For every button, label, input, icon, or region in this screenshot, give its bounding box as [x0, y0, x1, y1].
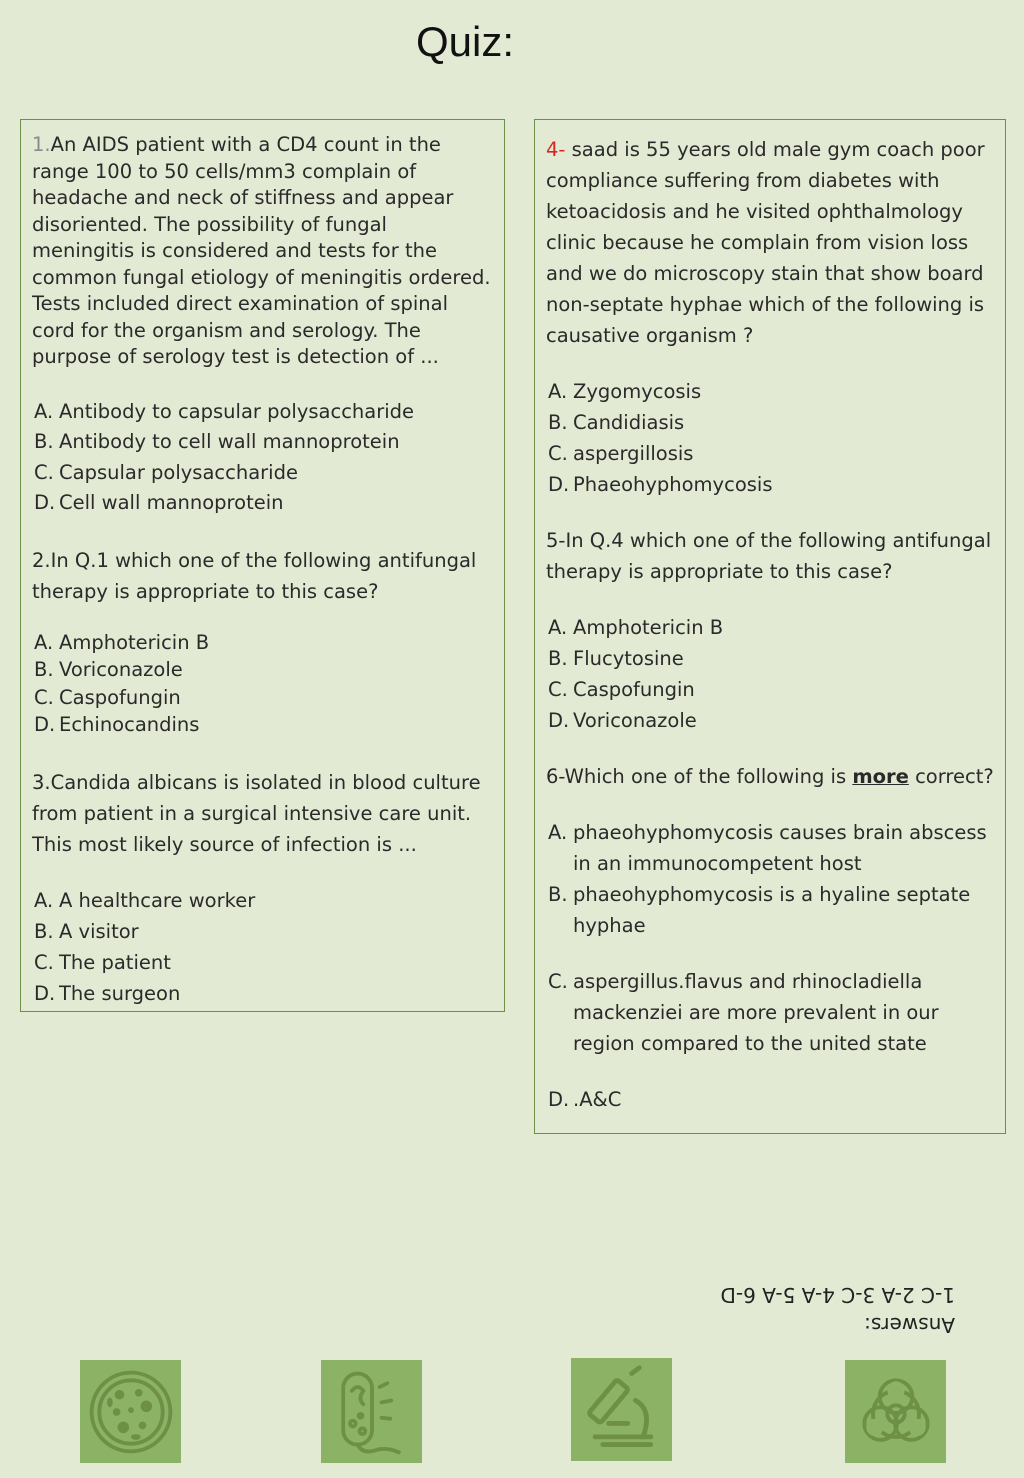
question-6-text-end: correct?	[908, 765, 994, 788]
question-1-text: An AIDS patient with a CD4 count in the range 100 to 50 cells/mm3 complain of headache and neck of stiffness and appear disoriented. The possibility of fungal meningitis is considered and tests for the common fungal etiology of meningitis ordered. Tests included direct examination of spinal cord for the organism and serology. The purpose of serology test is detection of ...	[32, 133, 491, 368]
option-text: Echinocandins	[59, 713, 200, 736]
option[interactable]	[34, 978, 493, 1009]
option-text: Amphotericin B	[59, 630, 210, 654]
option[interactable]	[548, 674, 994, 705]
option-letter: B.	[34, 430, 54, 453]
option[interactable]	[548, 817, 994, 879]
option-text: .A&C	[573, 1088, 622, 1111]
option-text: Candidiasis	[573, 411, 685, 434]
option-text: Cell wall mannoprotein	[59, 491, 284, 514]
option-text: Capsular polysaccharide	[59, 460, 298, 484]
question-5: 5-In Q.4 which one of the following antifungal therapy is appropriate to this case?	[546, 529, 992, 583]
quiz-box-right	[534, 119, 1006, 1134]
option-letter: A.	[548, 616, 568, 639]
microscope-icon	[574, 1362, 670, 1458]
question-2-options	[32, 629, 493, 739]
option[interactable]	[34, 629, 493, 657]
option-text: Amphotericin B	[573, 616, 724, 639]
option-letter: D.	[34, 713, 56, 736]
question-1-number: 1.	[32, 133, 51, 156]
option[interactable]	[548, 469, 994, 500]
option-text: phaeohyphomycosis is a hyaline septate hyphae	[573, 883, 971, 937]
option-letter: C.	[34, 460, 54, 484]
option-letter: D.	[34, 491, 56, 514]
option-text: The patient	[59, 950, 171, 974]
option-letter: A.	[548, 380, 568, 403]
option-letter: B.	[34, 658, 54, 681]
option-text: Antibody to cell wall mannoprotein	[59, 430, 400, 453]
option[interactable]	[34, 427, 493, 458]
petri-dish-icon	[83, 1364, 179, 1460]
quiz-box-left	[20, 119, 505, 1012]
option-letter: C.	[34, 950, 54, 974]
option-letter: D.	[34, 981, 56, 1005]
question-3: 3.Candida albicans is isolated in blood culture from patient in a surgical intensive care unit. This most likely source of infection is ...	[32, 770, 481, 856]
option-letter: D.	[548, 473, 570, 496]
question-4-text: saad is 55 years old male gym coach poor compliance suffering from diabetes with ketoacidosis and he visited ophthalmology clinic because he complain from vision loss and we do microscopy stain that show board non-septate hyphae which of the following is causative organism ?	[546, 138, 985, 347]
question-6-emphasis: more	[852, 765, 909, 788]
option[interactable]	[34, 397, 493, 428]
option[interactable]	[34, 916, 493, 947]
question-1-options	[32, 397, 493, 519]
option[interactable]	[34, 458, 493, 489]
tile-petri-dish	[80, 1360, 181, 1463]
option-text: Caspofungin	[59, 685, 181, 709]
option-letter: C.	[548, 678, 568, 701]
option-text: aspergillosis	[573, 442, 694, 465]
option[interactable]	[34, 711, 493, 739]
option-letter: C.	[34, 685, 54, 709]
option[interactable]	[548, 612, 994, 643]
option-text: Voriconazole	[573, 709, 697, 732]
tile-microscope	[571, 1358, 672, 1461]
question-5-options	[546, 612, 994, 736]
tile-biohazard	[845, 1360, 946, 1463]
option-letter: B.	[34, 919, 54, 943]
option[interactable]	[548, 643, 994, 674]
option[interactable]	[34, 684, 493, 712]
option[interactable]	[34, 488, 493, 519]
option-text: Voriconazole	[59, 658, 183, 681]
option-text: Zygomycosis	[573, 380, 702, 403]
option-letter: A.	[34, 399, 54, 423]
option-letter: C.	[548, 442, 568, 465]
question-6-text: 6-Which one of the following is	[546, 765, 853, 788]
option-text: A healthcare worker	[59, 888, 256, 912]
question-2: 2.In Q.1 which one of the following antifungal therapy is appropriate to this case?	[32, 548, 477, 603]
option-letter: A.	[34, 888, 54, 912]
answers-heading: Answers:	[864, 1313, 955, 1337]
option[interactable]	[34, 885, 493, 916]
option-text: Phaeohyphomycosis	[573, 473, 773, 496]
option[interactable]	[548, 376, 994, 407]
option-text: aspergillus.flavus and rhinocladiella mackenziei are more prevalent in our region compared to the united state	[573, 970, 939, 1055]
option-letter: D.	[548, 709, 570, 732]
option-letter: D.	[548, 1088, 570, 1111]
option[interactable]	[548, 407, 994, 438]
question-4	[546, 134, 994, 351]
option-letter: A.	[548, 821, 568, 844]
option-text: Antibody to capsular polysaccharide	[59, 399, 415, 423]
option[interactable]	[34, 656, 493, 684]
question-4-number: 4-	[546, 138, 566, 161]
option-text: The surgeon	[59, 981, 181, 1005]
page-title: Quiz:	[415, 18, 515, 65]
biohazard-icon	[848, 1364, 944, 1460]
tile-bacterium	[321, 1360, 422, 1463]
option[interactable]	[548, 879, 994, 941]
question-1	[32, 132, 493, 371]
question-6-options	[546, 817, 994, 1115]
option-letter: B.	[548, 883, 568, 906]
answers-text: 1-C 2-A 3-C 4-A 5-A 6-D	[720, 1283, 955, 1307]
option-text: A visitor	[59, 919, 139, 943]
question-3-options	[32, 885, 493, 1009]
option-letter: A.	[34, 630, 54, 654]
option-letter: C.	[548, 970, 568, 993]
option[interactable]	[34, 947, 493, 978]
option[interactable]	[548, 705, 994, 736]
option[interactable]	[548, 966, 994, 1059]
option-text: phaeohyphomycosis causes brain abscess in an immunocompetent host	[573, 821, 987, 875]
option[interactable]	[548, 438, 994, 469]
question-4-options	[546, 376, 994, 500]
option-letter: B.	[548, 411, 568, 434]
bacterium-icon	[324, 1364, 420, 1460]
question-6	[546, 761, 994, 792]
option[interactable]	[548, 1084, 994, 1115]
option-text: Flucytosine	[573, 647, 684, 670]
answers-key	[695, 1280, 955, 1340]
option-text: Caspofungin	[573, 678, 695, 701]
option-letter: B.	[548, 647, 568, 670]
